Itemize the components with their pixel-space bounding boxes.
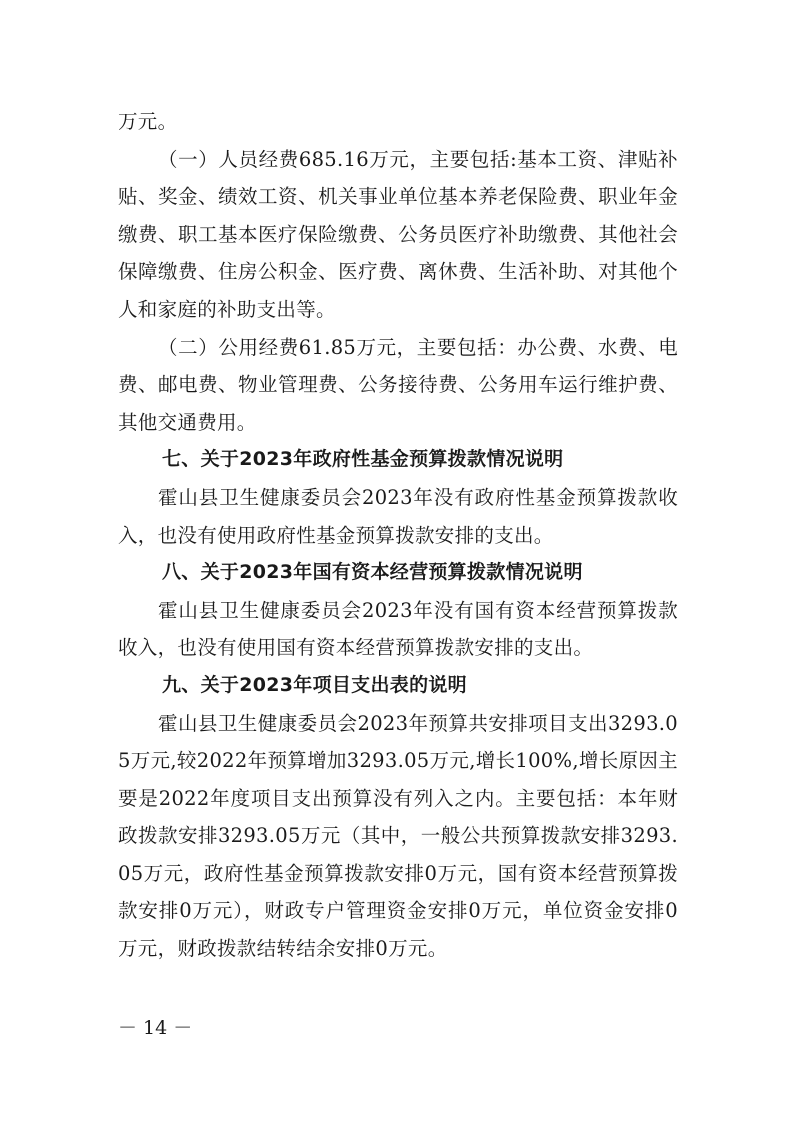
paragraph-continuation: 万元。 [118,110,178,133]
section-heading-9: 九、关于2023年项目支出表的说明 [162,673,467,696]
paragraph-government-fund: 霍山县卫生健康委员会2023年没有政府性基金预算拨款收入，也没有使用政府性基金预算拨款安排的支出。 [118,485,678,547]
section-heading-8: 八、关于2023年国有资本经营预算拨款情况说明 [162,561,583,584]
paragraph-public-expenses: （二）公用经费61.85万元，主要包括：办公费、水费、电费、邮电费、物业管理费、公务接待费、公务用车运行维护费、其他交通费用。 [118,335,678,434]
document-body [118,103,678,968]
paragraph-personnel-expenses: （一）人员经费685.16万元，主要包括:基本工资、津贴补贴、奖金、绩效工资、机关事业单位基本养老保险费、职业年金缴费、职工基本医疗保险缴费、公务员医疗补助缴费、其他社会保障缴费、住房公积金、医疗费、离休费、生活补助、对其他个人和家庭的补助支出等。 [118,147,678,321]
page-number: － 14 － [118,1017,193,1039]
paragraph-state-capital: 霍山县卫生健康委员会2023年没有国有资本经营预算拨款收入，也没有使用国有资本经营预算拨款安排的支出。 [118,598,678,660]
section-heading-7: 七、关于2023年政府性基金预算拨款情况说明 [162,448,564,471]
paragraph-project-expenditure: 霍山县卫生健康委员会2023年预算共安排项目支出3293.05万元,较2022年预算增加3293.05万元,增长100%,增长原因主要是2022年度项目支出预算没有列入之内。主要包括：本年财政拨款安排3293.05万元（其中，一般公共预算拨款安排3293.05万元，政府性基金预算拨款安排0万元，国有资本经营预算拨款安排0万元），财政专户管理资金安排0万元，单位资金安排0万元，财政拨款结转结余安排0万元。 [118,711,678,961]
